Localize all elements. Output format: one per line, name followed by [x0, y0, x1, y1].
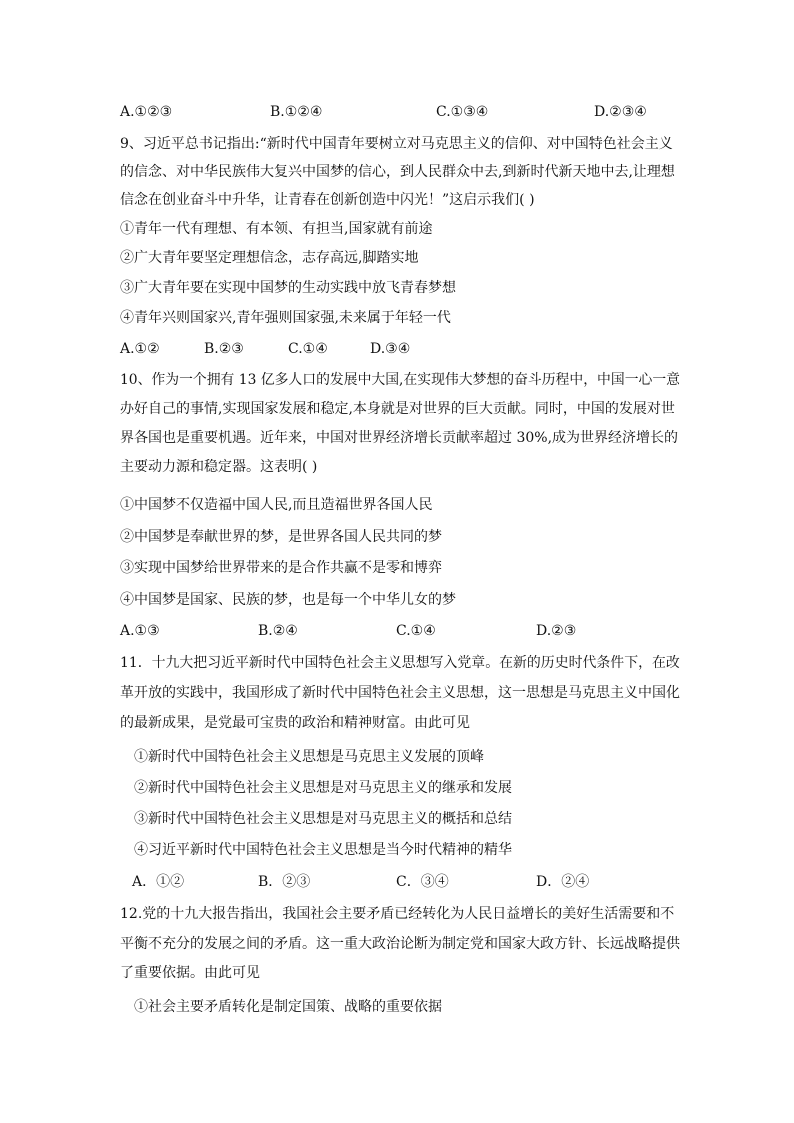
q8-options	[120, 102, 680, 122]
q9-stem-line-3: 信念在创业奋斗中升华，让青春在创新创造中闪光！”这启示我们( )	[120, 192, 535, 208]
q10-stem-line-4: 主要动力源和稳定器。这表明( )	[120, 459, 318, 475]
q9-options	[120, 339, 680, 359]
q9-option-b: B.②③	[204, 341, 244, 357]
q11-option-c: C．③④	[396, 874, 449, 890]
q8-option-a: A.①②③	[120, 104, 173, 120]
q11-statement-1: ①新时代中国特色社会主义思想是马克思主义发展的顶峰	[134, 749, 484, 765]
q10-option-d: D.②③	[536, 623, 577, 639]
q11-stem-line-2: 革开放的实践中，我国形成了新时代中国特色社会主义思想，这一思想是马克思主义中国化	[120, 685, 680, 701]
q12-stem-line-3: 了重要依据。由此可见	[120, 965, 260, 981]
q11-options	[132, 872, 692, 892]
q10-stem-line-2: 办好自己的事情,实现国家发展和稳定,本身就是对世界的巨大贡献。同时，中国的发展对世	[120, 401, 675, 417]
q10-option-a: A.①③	[120, 623, 160, 639]
q10-stem-line-3: 界各国也是重要机遇。近年来，中国对世界经济增长贡献率超过 30%,成为世界经济增长的	[120, 430, 679, 446]
q11-statement-3: ③新时代中国特色社会主义思想是对马克思主义的概括和总结	[134, 811, 512, 827]
q9-option-d: D.③④	[370, 341, 411, 357]
q9-option-a: A.①②	[120, 341, 160, 357]
q11-option-d: D．②④	[536, 874, 590, 890]
q8-option-c: C.①③④	[436, 104, 489, 120]
q8-option-b: B.①②④	[270, 104, 323, 120]
q10-option-c: C.①④	[396, 623, 436, 639]
q9-statement-4: ④青年兴则国家兴,青年强则国家强,未来属于年轻一代	[120, 310, 451, 326]
q12-statement-1: ①社会主要矛盾转化是制定国策、战略的重要依据	[134, 999, 442, 1015]
q11-option-a: A．①②	[132, 874, 185, 890]
q9-option-c: C.①④	[288, 341, 328, 357]
q10-statement-2: ②中国梦是奉献世界的梦，是世界各国人民共同的梦	[120, 529, 442, 545]
q8-option-d: D.②③④	[594, 104, 647, 120]
q11-stem-line-3: 的最新成果，是党最可宝贵的政治和精神财富。由此可见	[120, 715, 470, 731]
q12-stem-line-1: 12.党的十九大报告指出，我国社会主要矛盾已经转化为人民日益增长的美好生活需要和不	[120, 906, 675, 922]
q11-option-b: B．②③	[258, 874, 311, 890]
q10-stem-line-1: 10、作为一个拥有 13 亿多人口的发展中大国,在实现伟大梦想的奋斗历程中，中国一心一意	[120, 372, 681, 388]
q10-options	[120, 621, 680, 641]
q11-statement-2: ②新时代中国特色社会主义思想是对马克思主义的继承和发展	[134, 780, 512, 796]
q9-stem-line-1: 9、习近平总书记指出:“新时代中国青年要树立对马克思主义的信仰、对中国特色社会主义	[120, 136, 673, 152]
q10-statement-1: ①中国梦不仅造福中国人民,而且造福世界各国人民	[120, 497, 433, 513]
q12-stem-line-2: 平衡不充分的发展之间的矛盾。这一重大政治论断为制定党和国家大政方针、长远战略提供	[120, 936, 680, 952]
q10-statement-4: ④中国梦是国家、民族的梦，也是每一个中华儿女的梦	[120, 592, 456, 608]
q11-stem-line-1: 11．十九大把习近平新时代中国特色社会主义思想写入党章。在新的历史时代条件下，在改	[120, 655, 680, 671]
q10-option-b: B.②④	[258, 623, 298, 639]
q10-statement-3: ③实现中国梦给世界带来的是合作共赢不是零和博弈	[120, 560, 442, 576]
q9-statement-3: ③广大青年要在实现中国梦的生动实践中放飞青春梦想	[120, 280, 456, 296]
q11-statement-4: ④习近平新时代中国特色社会主义思想是当今时代精神的精华	[134, 842, 512, 858]
q9-stem-line-2: 的信念、对中华民族伟大复兴中国梦的信心，到人民群众中去,到新时代新天地中去,让理想	[120, 164, 675, 180]
q9-statement-2: ②广大青年要坚定理想信念，志存高远,脚踏实地	[120, 250, 419, 266]
q9-statement-1: ①青年一代有理想、有本领、有担当,国家就有前途	[120, 221, 433, 237]
